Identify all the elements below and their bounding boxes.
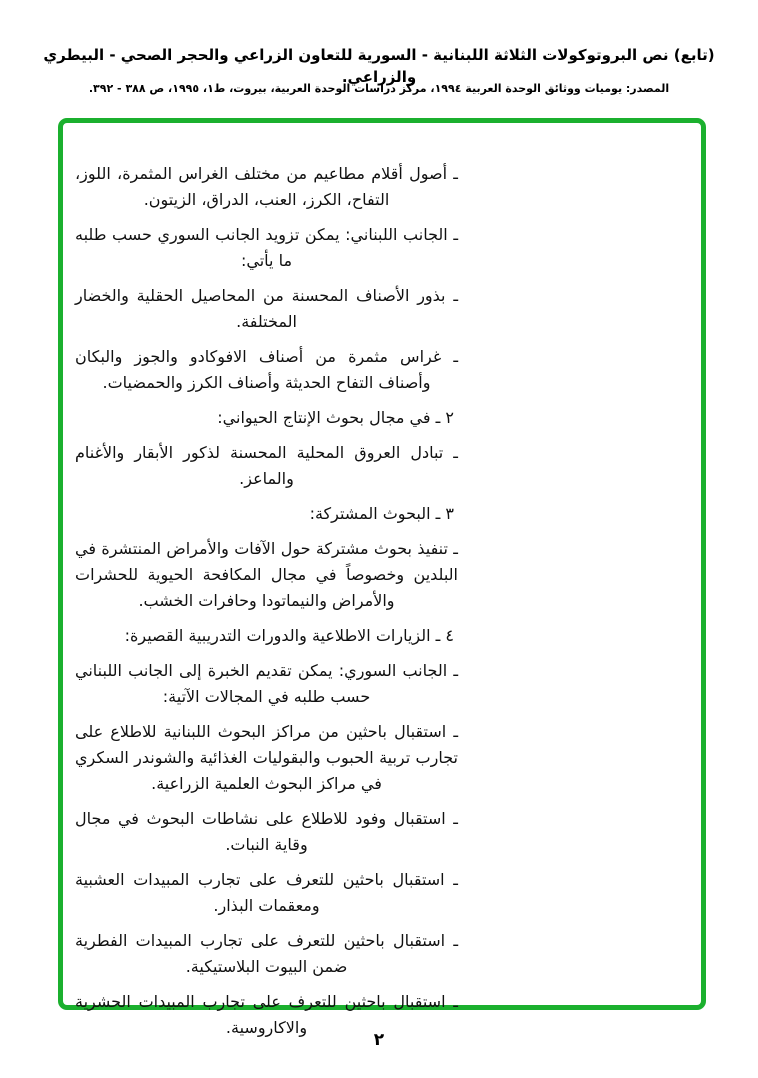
paragraph-item: ـ بذور الأصناف المحسنة من المحاصيل الحقلية والخضار المختلفة. xyxy=(75,286,458,331)
protocol-text xyxy=(75,161,458,1050)
paragraph-item: ـ استقبال باحثين للتعرف على تجارب المبيدات الفطرية ضمن البيوت البلاستيكية. xyxy=(75,931,458,976)
paragraph-item: ـ الجانب السوري: يمكن تقديم الخبرة إلى الجانب اللبناني حسب طلبه في المجالات الآتية: xyxy=(75,661,458,706)
paragraph-item: ـ تبادل العروق المحلية المحسنة لذكور الأبقار والأغنام والماعز. xyxy=(75,443,458,488)
paragraph-item: ـ استقبال باحثين للتعرف على تجارب المبيدات العشبية ومعقمات البذار. xyxy=(75,870,458,915)
page-title: (تابع) نص البروتوكولات الثلاثة اللبنانية - السورية للتعاون الزراعي والحجر الصحي - البيطري والزراعي. xyxy=(43,46,715,86)
source-citation: المصدر: يوميات ووثائق الوحدة العربية ١٩٩٤، مركز دراسات الوحدة العربية، بيروت، ط١، ١٩٩٥، ص ٣٨٨ - ٣٩٢. xyxy=(88,82,670,95)
section-heading: ٤ ـ الزيارات الاطلاعية والدورات التدريبية القصيرة: xyxy=(124,626,454,645)
paragraph-item: ـ الجانب اللبناني: يمكن تزويد الجانب السوري حسب طلبه ما يأتي: xyxy=(75,225,458,270)
section-heading: ٢ ـ في مجال بحوث الإنتاج الحيواني: xyxy=(217,408,454,427)
page-number: ٢ xyxy=(373,1030,385,1050)
paragraph-item: ـ غراس مثمرة من أصناف الافوكادو والجوز والبكان وأصناف التفاح الحديثة وأصناف الكرز والحمضيات. xyxy=(75,347,458,392)
paragraph-item: ـ تنفيذ بحوث مشتركة حول الآفات والأمراض المنتشرة في البلدين وخصوصاً في مجال المكافحة الحيوية للحشرات والأمراض والنيماتودا وحافرات الخشب. xyxy=(75,539,458,610)
paragraph-item: ـ أصول أقلام مطاعيم من مختلف الغراس المثمرة، اللوز، التفاح، الكرز، العنب، الدراق، الزيتون. xyxy=(75,164,458,209)
paragraph-item: ـ استقبال باحثين للتعرف على تجارب المبيدات الحشرية والاكاروسية. xyxy=(75,992,458,1037)
paragraph-item: ـ استقبال باحثين من مراكز البحوث اللبنانية للاطلاع على تجارب تربية الحبوب والبقوليات الغذائية والشوندر السكري في مراكز البحوث العلمية الزراعية. xyxy=(75,722,458,793)
protocol-text-box xyxy=(58,118,706,1037)
paragraph-item: ـ استقبال وفود للاطلاع على نشاطات البحوث في مجال وقاية النبات. xyxy=(75,809,458,854)
section-heading: ٣ ـ البحوث المشتركة: xyxy=(309,504,454,523)
